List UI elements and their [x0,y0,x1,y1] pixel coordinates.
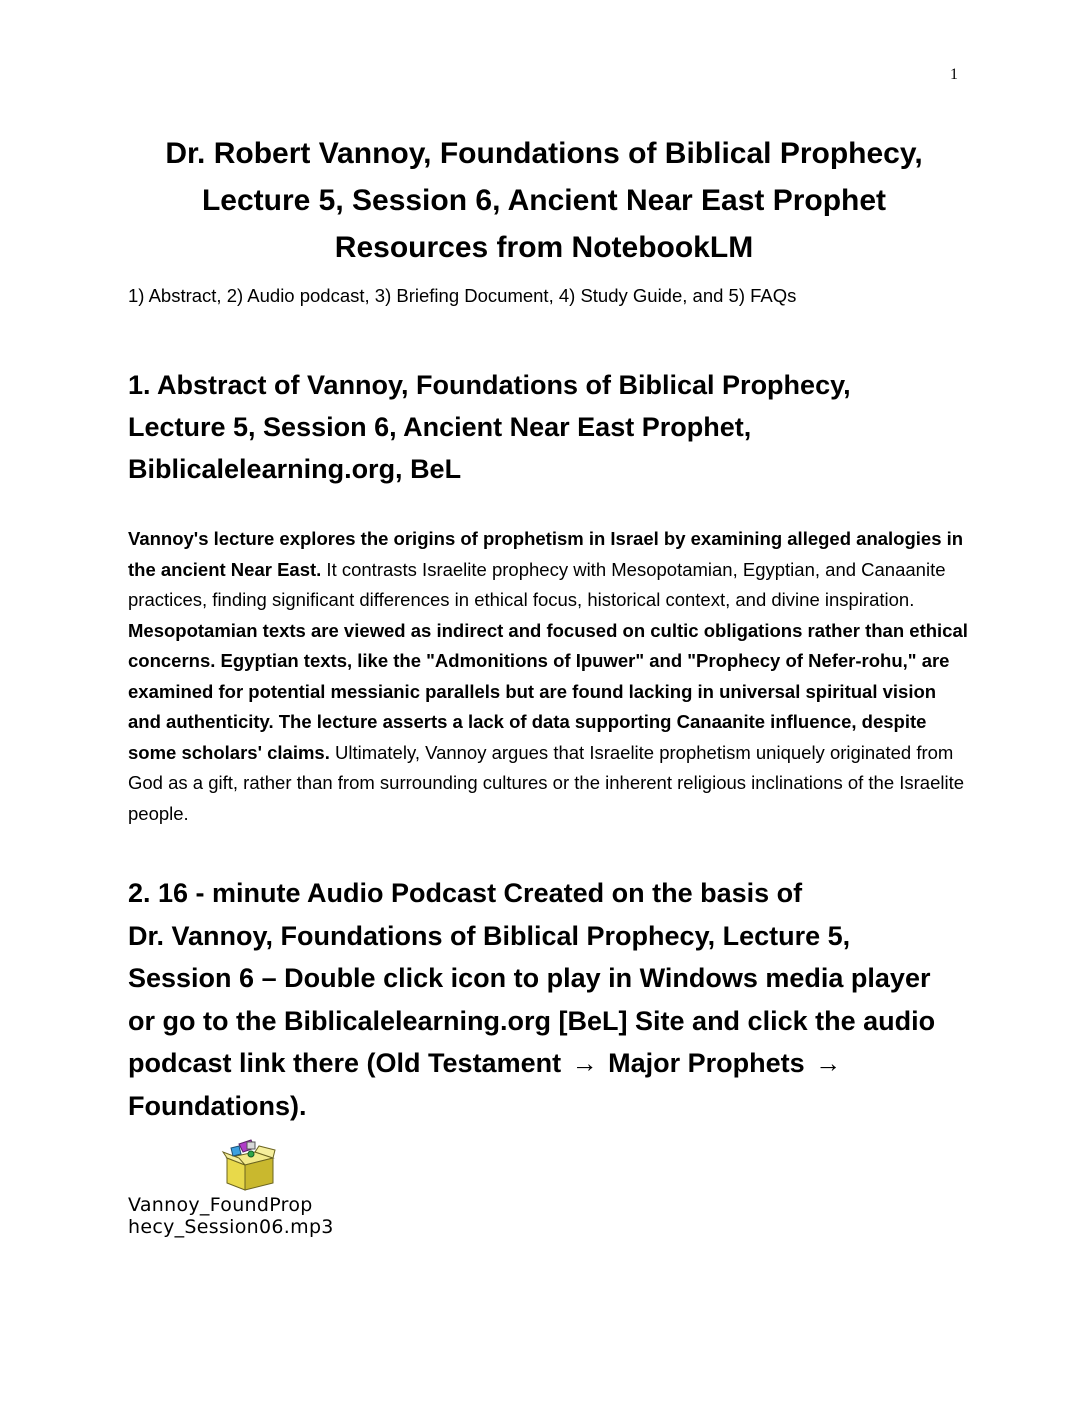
nav-old-testament: podcast link there (Old Testament [128,1048,562,1078]
heading-line: Dr. Vannoy, Foundations of Biblical Prophecy, Lecture 5, [128,920,851,951]
resource-list: 1) Abstract, 2) Audio podcast, 3) Briefing Document, 4) Study Guide, and 5) FAQs [128,285,797,306]
heading-line: 2. 16 - minute Audio Podcast Created on the basis of [128,878,803,908]
right-arrow-icon: → [815,1048,842,1078]
audio-file-attachment[interactable] [128,1138,402,1248]
heading-line: Foundations). [128,1090,307,1121]
abstract-bold-middle: Mesopotamian texts are viewed as indirect and focused on cultic obligations rather than ethical concerns. Egyptian texts, like the "Admonitions of Ipuwer" and "Prophecy of Nefer-rohu," are examined for potential messianic parallels but are found lacking in universal spiritual vision and authenticity. The lecture asserts a lack of data supporting Canaanite influence, despite some scholars' claims. [128,619,968,763]
title-line: Dr. Robert Vannoy, Foundations of Biblical Prophecy, [165,137,923,170]
heading-line: or go to the Biblicalelearning.org [BeL] Site and click the audio [128,1005,936,1036]
heading-line [128,1042,968,1085]
heading-line: Lecture 5, Session 6, Ancient Near East Prophet, [128,412,752,442]
abstract-text: It contrasts Israelite prophecy with Mesopotamian, Egyptian, and Canaanite practices, finding significant differences in ethical focus, historical context, and divine inspiration. [128,558,946,610]
abstract-bold-intro: Vannoy's lecture explores the origins of prophetism in Israel by examining alleged analogies in the ancient Near East. [128,528,964,580]
file-name-line: Vannoy_FoundProp [128,1194,313,1216]
audio-file-name [128,1194,402,1238]
nav-major-prophets: Major Prophets [608,1048,805,1078]
heading-line: 1. Abstract of Vannoy, Foundations of Biblical Prophecy, [128,370,851,400]
package-icon [221,1138,277,1192]
document-title [128,130,960,271]
page-number: 1 [950,66,958,83]
file-name-line: hecy_Session06.mp3 [128,1216,334,1238]
title-line: Resources from NotebookLM [334,231,754,264]
abstract-heading [128,364,968,490]
title-line: Lecture 5, Session 6, Ancient Near East Prophet [201,184,887,217]
right-arrow-icon: → [571,1048,598,1078]
heading-line: Session 6 – Double click icon to play in Windows media player [128,963,931,993]
abstract-text-conclusion: Ultimately, Vannoy argues that Israelite prophetism uniquely originated from God as a gift, rather than from surrounding cultures or the inherent religious inclinations of the Israelite people. [128,741,965,824]
abstract-paragraph [128,524,968,829]
heading-line: Biblicalelearning.org, BeL [128,454,462,484]
podcast-heading [128,872,968,1127]
